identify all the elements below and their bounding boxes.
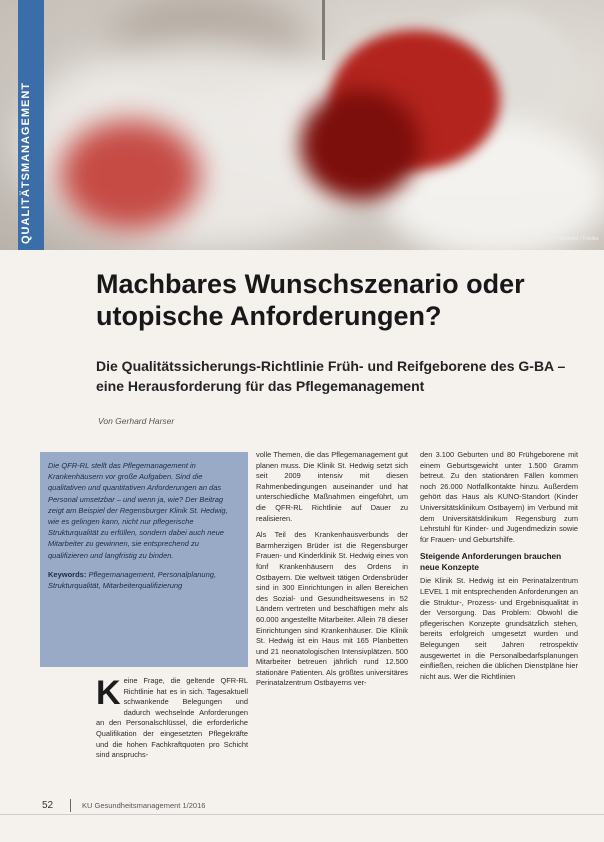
keywords-list: Pflegemanagement, Personalplanung, Strukturqualität, Mitarbeiterqualifizierung: [48, 569, 217, 591]
footer-divider: [70, 799, 71, 812]
column-3-paragraph-2: Die Klinik St. Hedwig ist ein Perinatalzentrum LEVEL 1 mit entsprechenden Anforderungen an die Struktur-, Prozess- und Ergebnisqualität in der Versorgung. Das Problem: Obwohl die pflegerischen Konzepte grundsätzlich stehen, bereits erfolgreich umgesetzt wurden und Belegungen seit Jahren retrospektiv ausgewertet in die Personalbedarfsplanungen einfließen, reichen die üblichen Dienstpläne hier nicht aus. Wer die Richtlinien: [420, 576, 578, 681]
section-label: QUALITÄTSMANAGEMENT: [20, 82, 32, 244]
article-headline: Machbares Wunschszenario oder utopische Anforderungen?: [96, 269, 525, 331]
publication-title: KU Gesundheitsmanagement 1/2016: [82, 801, 206, 810]
column-2-paragraph-1: volle Themen, die das Pflegemanagement gut planen muss. Die Klinik St. Hedwig setzt sich seit 2009 intensiv mit diesen Rahmenbedingungen auseinander und hat unterschiedliche Maßnahmen eingeführt, um die QFR-RL Richtlinie auf Dauer zu realisieren.: [256, 450, 408, 523]
keywords: [48, 569, 240, 591]
body-column-1: [96, 676, 248, 761]
keywords-label: Keywords:: [48, 569, 87, 579]
abstract-text: Die QFR-RL stellt das Pflegemanagement in Krankenhäusern vor große Aufgaben. Sind die qualitativen und quantitativen Anforderungen an das Personal umsetzbar – und wenn ja, wie? Der Beitrag zeigt am Beispiel der Regensburger Klinik St. Hedwig, wie es gelingen kann, nicht nur pflegerische Strukturqualität zu erfüllen, sondern dabei auch neue Mitarbeiter zu gewinnen, sie entsprechend zu qualifizieren und langfristig zu binden.: [48, 461, 228, 560]
drop-cap: K: [96, 674, 121, 712]
section-heading: Steigende Anforderungen brauchen neue Konzepte: [420, 551, 562, 573]
article-byline: Von Gerhard Harser: [98, 416, 175, 426]
hero-photo: [0, 0, 604, 250]
photo-credit: Foto: Treblander / Fotolia: [542, 236, 598, 242]
abstract-box: [40, 452, 248, 667]
section-sidebar: [18, 0, 44, 250]
article-subheadline: Die Qualitätssicherungs-Richtlinie Früh- und Reifgeborene des G-BA – eine Herausforderung für das Pflegemanagement: [96, 358, 566, 394]
column-1-text: eine Frage, die geltende QFR-RL Richtlinie hat es in sich. Tagesaktuell schwankende Belegungen und dadurch wechselnde Anforderungen an den Personalschlüssel, die erforderliche Qualifikation der eingesetzten Pflegekräfte und die hohen Fachkraftquoten pro Schicht sind anspruchs-: [96, 676, 248, 760]
column-2-paragraph-2: Als Teil des Krankenhausverbunds der Barmherzigen Brüder ist die Regensburger Frauen- und Kinderklinik St. Hedwig eines von fünf Krankenhäusern des Ordens in Ostbayern. Die weltweit tätigen Ordensbrüder sind in 300 Einrichtungen in allen Bereichen des Sozial- und Gesundheitswesens in 52 Ländern vertreten und beschäftigen mehr als 60.000 angestellte Mitarbeiter. Allein 78 dieser Einrichtungen sind Krankenhäuser. Die Klinik St. Hedwig ist ein Haus mit 165 Planbetten und 21 neonatologischen Intensivplätzen. 500 Mitarbeiter betreuen jährlich rund 12.500 stationäre Patienten. Als größtes universitäres Perinatalzentrum Ostbayerns ver-: [256, 530, 408, 688]
body-column-3: [420, 450, 578, 688]
body-column-2: [256, 450, 408, 695]
footer-rule: [0, 814, 604, 815]
page-number: 52: [42, 800, 54, 811]
column-3-paragraph-1: den 3.100 Geburten und 80 Frühgeborene mit einem Geburtsgewicht unter 1.500 Gramm betreut. Zu den stationären Fällen kommen noch 26.000 Notfallkontakte hinzu. Außerdem gehört das Haus als KUNO-Standort (Kinder Universitätsklinikum Ostbayern) im Verbund mit dem Universitätsklinikum Regensburg zum Lehrstuhl für Kinder- und Jugendmedizin sowie für Frauen- und Geburtshilfe.: [420, 450, 578, 544]
